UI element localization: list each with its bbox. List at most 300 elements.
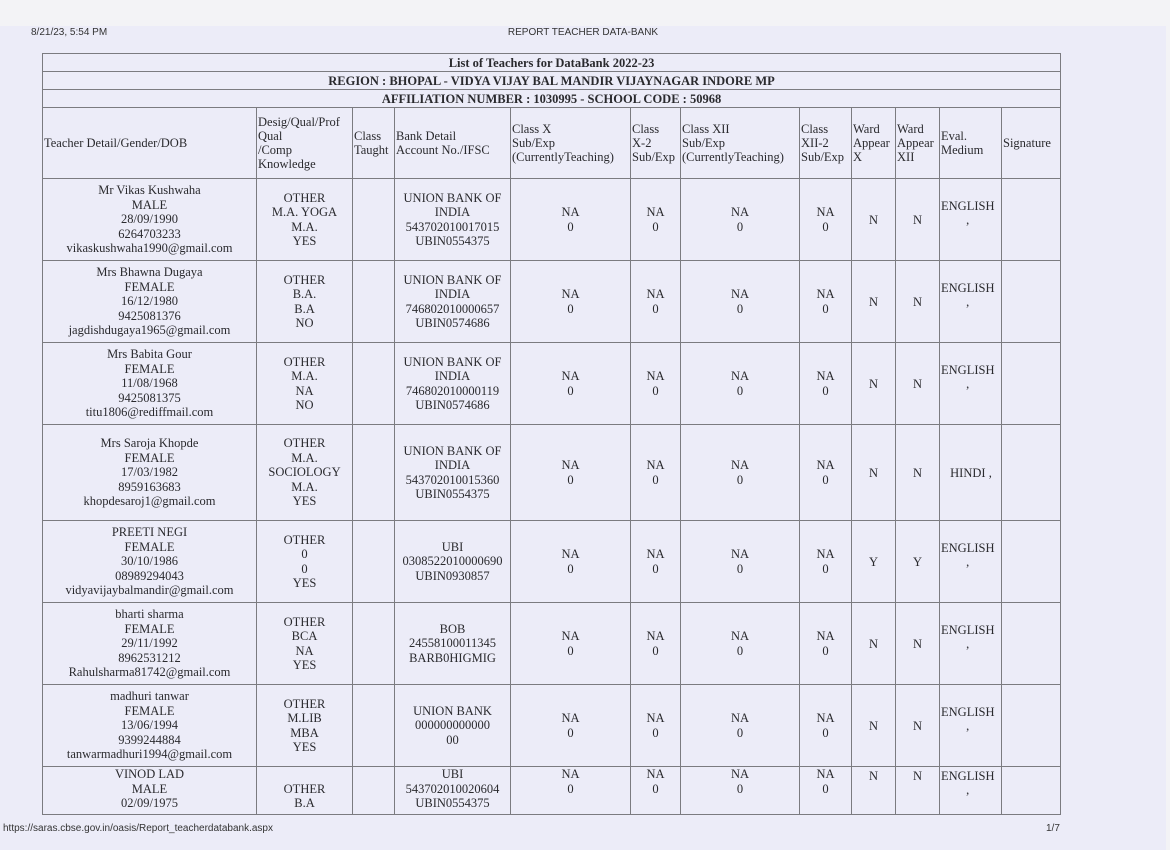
class-x-sub-exp-line: NA — [561, 458, 580, 472]
class-xii-2-sub-exp — [800, 179, 852, 261]
qualification-line: B.A — [294, 796, 315, 810]
col-header-line: XII-2 — [801, 136, 829, 150]
class-x-sub-exp-line: 0 — [567, 219, 574, 234]
col-header-line: Knowledge — [258, 157, 316, 171]
class-xii-sub-exp-line: NA — [730, 458, 750, 472]
bank-detail — [395, 521, 511, 603]
col-header-line: /Comp — [258, 143, 293, 157]
signature-cell — [1002, 261, 1061, 343]
class-xii-sub-exp-line: 0 — [736, 781, 744, 796]
qualification — [257, 521, 353, 603]
class-taught — [353, 261, 395, 343]
teacher-detail-line: jagdishdugaya1965@gmail.com — [68, 323, 231, 338]
teacher-detail-line: MALE — [131, 781, 168, 796]
teacher-detail-line: khopdesaroj1@gmail.com — [83, 494, 216, 509]
col-header-desig-qual — [257, 108, 353, 179]
eval-medium-value — [941, 281, 994, 309]
class-x-2-sub-exp-line: 0 — [652, 383, 659, 398]
class-xii-2-sub-exp-line: NA — [816, 767, 835, 781]
teacher-detail-line: FEMALE — [124, 361, 175, 376]
class-xii-2-sub-exp — [800, 685, 852, 767]
ward-appear-x: N — [852, 603, 896, 685]
class-x-2-sub-exp — [631, 261, 681, 343]
teacher-detail-line: vidyavijaybalmandir@gmail.com — [65, 583, 234, 598]
col-header-line: XII — [897, 150, 915, 164]
signature-cell — [1002, 343, 1061, 425]
signature-cell — [1002, 685, 1061, 767]
teacher-detail-line: titu1806@rediffmail.com — [85, 405, 214, 420]
qualification-line: YES — [292, 658, 317, 672]
teacher-detail-line: vikaskushwaha1990@gmail.com — [66, 241, 233, 256]
ward-appear-xii: N — [896, 425, 940, 521]
bank-detail — [395, 603, 511, 685]
class-xii-sub-exp — [681, 261, 800, 343]
eval-medium-line: , — [966, 554, 970, 569]
qualification — [257, 425, 353, 521]
bank-detail-line: 746802010000119 — [405, 383, 500, 398]
eval-medium-value — [941, 769, 994, 797]
class-xii-2-sub-exp-line: 0 — [822, 781, 829, 796]
class-xii-sub-exp — [681, 685, 800, 767]
page-url: https://saras.cbse.gov.in/oasis/Report_teacherdatabank.aspx — [3, 823, 273, 834]
bank-detail-line: 746802010000657 — [405, 301, 500, 316]
teacher-detail-line: 13/06/1994 — [121, 718, 178, 733]
teacher-detail — [43, 425, 257, 521]
teacher-detail-line: 29/11/1992 — [121, 636, 178, 651]
teacher-detail-line: 16/12/1980 — [121, 294, 178, 309]
ward-appear-xii: N — [896, 685, 940, 767]
class-xii-sub-exp-line: 0 — [736, 561, 744, 576]
class-x-2-sub-exp-line: 0 — [652, 643, 659, 658]
teacher-detail-line: 08989294043 — [115, 568, 184, 583]
class-x-2-sub-exp — [631, 425, 681, 521]
qualification — [257, 767, 353, 815]
teacher-detail-line: 9425081376 — [118, 308, 181, 323]
teacher-detail-line: 17/03/1982 — [121, 465, 178, 480]
class-taught — [353, 343, 395, 425]
class-xii-sub-exp — [681, 425, 800, 521]
bank-detail-line: INDIA — [434, 369, 471, 383]
class-xii-2-sub-exp-line: NA — [816, 629, 835, 643]
class-x-2-sub-exp-line: 0 — [652, 781, 659, 796]
class-xii-2-sub-exp-line: 0 — [822, 725, 829, 740]
eval-medium — [940, 603, 1002, 685]
class-x-2-sub-exp — [631, 521, 681, 603]
page-number: 1/7 — [1046, 823, 1060, 834]
col-header-line: Sub/Exp — [512, 136, 556, 150]
signature-cell — [1002, 603, 1061, 685]
bank-detail — [395, 767, 511, 815]
teacher-detail-line: 02/09/1975 — [121, 796, 178, 810]
bank-detail-line: INDIA — [434, 205, 471, 219]
teacher-detail-line: 11/08/1968 — [121, 376, 178, 391]
ward-appear-x: N — [852, 261, 896, 343]
class-xii-sub-exp-line: NA — [730, 711, 750, 725]
bank-detail — [395, 685, 511, 767]
class-x-sub-exp-line: 0 — [567, 561, 574, 576]
col-header-ward-appear-xii — [896, 108, 940, 179]
teacher-detail-line: 28/09/1990 — [121, 212, 178, 227]
class-x-sub-exp-line: NA — [561, 711, 580, 725]
col-header-line: Appear — [853, 136, 890, 150]
qualification — [257, 343, 353, 425]
class-xii-2-sub-exp-line: 0 — [822, 301, 829, 316]
eval-medium-value — [941, 623, 994, 651]
col-header-line: (CurrentlyTeaching) — [512, 150, 614, 164]
eval-medium-line: HINDI , — [950, 465, 992, 480]
eval-medium — [940, 521, 1002, 603]
class-xii-sub-exp-line: NA — [730, 547, 750, 561]
ward-appear-xii: N — [896, 603, 940, 685]
qualification-line — [257, 767, 352, 782]
signature-cell — [1002, 521, 1061, 603]
bank-detail-line: 00 — [446, 732, 459, 747]
class-x-2-sub-exp-line: NA — [646, 711, 665, 725]
eval-medium — [940, 767, 1002, 815]
class-x-2-sub-exp-line: 0 — [652, 219, 659, 234]
col-header-line: X-2 — [632, 136, 652, 150]
class-xii-2-sub-exp — [800, 521, 852, 603]
teacher-detail — [43, 261, 257, 343]
col-header-line: Desig/Qual/Prof — [258, 115, 340, 129]
eval-medium — [940, 343, 1002, 425]
class-xii-sub-exp — [681, 767, 800, 815]
print-report-title: REPORT TEACHER DATA-BANK — [507, 27, 659, 38]
bank-detail-line: INDIA — [434, 287, 471, 301]
teacher-detail-line: 8962531212 — [118, 650, 181, 665]
class-xii-2-sub-exp-line: NA — [816, 287, 835, 301]
qualification-line: NO — [295, 398, 314, 412]
class-x-sub-exp-line: 0 — [567, 781, 574, 796]
col-header-line: Class XII — [682, 122, 730, 136]
col-header-line: Ward — [897, 122, 924, 136]
bank-detail-line: 543702010020604 — [405, 781, 500, 796]
eval-medium-line: ENGLISH — [941, 198, 995, 213]
class-xii-2-sub-exp — [800, 261, 852, 343]
qualification-line: M.A. — [291, 479, 318, 494]
class-x-sub-exp — [511, 261, 631, 343]
qualification-line: M.A. YOGA — [271, 205, 338, 219]
qualification-line: YES — [292, 740, 317, 754]
bank-detail-line: UNION BANK — [413, 703, 492, 718]
qualification-line: 0 — [301, 547, 308, 561]
ward-appear-xii: N — [896, 179, 940, 261]
eval-medium-line: , — [966, 294, 970, 309]
eval-medium-line: , — [966, 376, 970, 391]
eval-medium — [940, 261, 1002, 343]
qualification-line: YES — [292, 234, 317, 248]
bank-detail — [395, 261, 511, 343]
class-xii-sub-exp-line: NA — [730, 767, 750, 781]
class-taught — [353, 603, 395, 685]
teacher-row — [43, 767, 1061, 815]
qualification-line: OTHER — [283, 436, 326, 451]
bank-detail-line: UNION BANK OF — [403, 190, 502, 205]
qualification-line: M.A. — [291, 219, 318, 234]
teacher-row — [43, 521, 1061, 603]
col-header-class-xii — [681, 108, 800, 179]
eval-medium-value — [941, 466, 1001, 480]
class-xii-2-sub-exp — [800, 425, 852, 521]
col-header-line: Appear — [897, 136, 934, 150]
bank-detail — [395, 179, 511, 261]
teacher-detail-line: FEMALE — [124, 450, 175, 465]
teacher-detail-line: Mrs Babita Gour — [107, 347, 192, 362]
ward-appear-xii: Y — [896, 521, 940, 603]
class-x-sub-exp — [511, 603, 631, 685]
ward-appear-x: Y — [852, 521, 896, 603]
eval-medium-line: ENGLISH — [941, 769, 995, 783]
class-x-2-sub-exp — [631, 685, 681, 767]
class-xii-sub-exp-line: 0 — [736, 383, 744, 398]
teacher-detail-line: FEMALE — [124, 279, 175, 294]
class-taught — [353, 685, 395, 767]
teacher-detail-line: 8959163683 — [118, 479, 181, 494]
col-header-line: X — [853, 150, 863, 164]
eval-medium-line: , — [966, 783, 970, 797]
col-header-line: Signature — [1003, 136, 1051, 150]
class-x-sub-exp-line: 0 — [567, 383, 574, 398]
signature-cell — [1002, 425, 1061, 521]
eval-medium-line: , — [966, 718, 970, 733]
col-header-eval-medium — [940, 108, 1002, 179]
qualification-line: OTHER — [283, 354, 326, 369]
bank-detail-line: UNION BANK OF — [403, 354, 502, 369]
qualification — [257, 179, 353, 261]
qualification-line: M.A. — [291, 450, 318, 465]
class-x-sub-exp — [511, 521, 631, 603]
bank-detail-line: INDIA — [434, 458, 471, 472]
qualification-line: SOCIOLOGY — [268, 465, 341, 480]
col-header-line: Eval. — [941, 129, 968, 143]
qualification-line: OTHER — [283, 272, 326, 287]
teacher-row — [43, 425, 1061, 521]
teacher-row — [43, 343, 1061, 425]
bank-detail-line: 000000000000 — [415, 718, 490, 733]
signature-cell — [1002, 179, 1061, 261]
teacher-detail-line: tanwarmadhuri1994@gmail.com — [66, 747, 233, 762]
eval-medium-value — [941, 541, 994, 569]
class-xii-2-sub-exp-line: NA — [816, 369, 835, 383]
class-xii-sub-exp-line: 0 — [736, 219, 744, 234]
col-header-line: Taught — [354, 143, 389, 157]
teacher-detail-line: MALE — [131, 197, 168, 212]
class-x-2-sub-exp-line: 0 — [652, 301, 659, 316]
teacher-row — [43, 685, 1061, 767]
col-header-line: (CurrentlyTeaching) — [682, 150, 784, 164]
ward-appear-x: N — [852, 425, 896, 521]
eval-medium-line: ENGLISH — [941, 540, 995, 555]
qualification-line: 0 — [301, 561, 308, 576]
ward-appear-xii: N — [896, 261, 940, 343]
class-xii-2-sub-exp — [800, 767, 852, 815]
eval-medium-value — [941, 705, 994, 733]
bank-detail-line: 0308522010000690 — [402, 554, 503, 569]
col-header-line: Class — [632, 122, 660, 136]
teacher-detail — [43, 603, 257, 685]
class-x-2-sub-exp — [631, 603, 681, 685]
class-taught — [353, 521, 395, 603]
class-x-sub-exp — [511, 343, 631, 425]
class-xii-sub-exp-line: NA — [730, 205, 750, 219]
class-xii-2-sub-exp-line: 0 — [822, 383, 829, 398]
class-xii-2-sub-exp-line: NA — [816, 711, 835, 725]
teacher-detail-line: Mrs Saroja Khopde — [100, 436, 199, 451]
class-x-sub-exp-line: NA — [561, 547, 580, 561]
col-header-line: Sub/Exp — [801, 150, 845, 164]
qualification-line: OTHER — [283, 781, 326, 796]
print-date: 8/21/23, 5:54 PM — [31, 27, 108, 38]
teacher-detail-line: 30/10/1986 — [121, 554, 178, 569]
bank-detail-line: BOB — [439, 621, 466, 636]
teacher-detail — [43, 521, 257, 603]
bank-detail-line: BARB0HIGMIG — [409, 650, 496, 665]
qualification — [257, 261, 353, 343]
class-x-sub-exp-line: 0 — [567, 472, 574, 487]
teacher-detail — [43, 179, 257, 261]
qualification — [257, 685, 353, 767]
class-x-sub-exp-line: NA — [561, 369, 580, 383]
teacher-row — [43, 603, 1061, 685]
class-x-sub-exp-line: 0 — [567, 643, 574, 658]
col-header-line: Bank Detail — [396, 129, 457, 143]
bank-detail-line: 543702010017015 — [405, 219, 500, 234]
teacher-detail — [43, 767, 257, 815]
qualification-line: OTHER — [283, 614, 326, 629]
signature-cell — [1002, 767, 1061, 815]
col-header-line: Class — [354, 129, 382, 143]
col-header-teacher-detail — [43, 108, 257, 179]
class-xii-2-sub-exp-line: 0 — [822, 472, 829, 487]
teacher-detail-line: bharti sharma — [115, 607, 184, 622]
class-x-sub-exp-line: NA — [561, 629, 580, 643]
col-header-class-x — [511, 108, 631, 179]
col-header-bank-detail — [395, 108, 511, 179]
class-taught — [353, 179, 395, 261]
class-xii-sub-exp-line: 0 — [736, 643, 744, 658]
eval-medium-line: ENGLISH — [941, 622, 995, 637]
eval-medium — [940, 179, 1002, 261]
eval-medium — [940, 425, 1002, 521]
bank-detail-line: UBI — [441, 539, 464, 554]
class-x-2-sub-exp-line: 0 — [652, 725, 659, 740]
ward-appear-x: N — [852, 179, 896, 261]
class-x-2-sub-exp-line: 0 — [652, 561, 659, 576]
teacher-detail — [43, 343, 257, 425]
ward-appear-x: N — [852, 685, 896, 767]
class-xii-sub-exp — [681, 603, 800, 685]
class-x-sub-exp — [511, 685, 631, 767]
bank-detail-line: UNION BANK OF — [403, 443, 502, 458]
bank-detail-line: UNION BANK OF — [403, 272, 502, 287]
class-x-2-sub-exp-line: NA — [646, 369, 665, 383]
class-x-2-sub-exp-line: NA — [646, 458, 665, 472]
bank-detail-line: UBIN0554375 — [415, 796, 490, 810]
bank-detail-line: UBIN0930857 — [415, 568, 490, 583]
class-x-2-sub-exp-line: NA — [646, 629, 665, 643]
class-xii-sub-exp — [681, 343, 800, 425]
col-header-line: Class X — [512, 122, 552, 136]
class-xii-sub-exp — [681, 179, 800, 261]
eval-medium-line: ENGLISH — [941, 280, 995, 295]
eval-medium-value — [941, 199, 994, 227]
ward-appear-xii: N — [896, 343, 940, 425]
teacher-row — [43, 261, 1061, 343]
bank-detail-line: UBIN0574686 — [415, 398, 490, 412]
report-title: List of Teachers for DataBank 2022-23 — [43, 54, 1061, 72]
affiliation-line: AFFILIATION NUMBER : 1030995 - SCHOOL CODE : 50968 — [43, 90, 1061, 108]
qualification-line: M.LIB — [287, 711, 322, 725]
class-x-2-sub-exp-line: NA — [646, 205, 665, 219]
bank-detail-line: 24558100011345 — [408, 636, 497, 651]
teacher-detail-line: FEMALE — [124, 621, 175, 636]
eval-medium-line: , — [966, 636, 970, 651]
class-x-sub-exp-line: NA — [561, 205, 580, 219]
class-xii-sub-exp-line: NA — [730, 287, 750, 301]
class-xii-2-sub-exp-line: NA — [816, 547, 835, 561]
ward-appear-xii: N — [896, 767, 940, 815]
class-xii-sub-exp-line: 0 — [736, 301, 744, 316]
class-x-2-sub-exp-line: 0 — [652, 472, 659, 487]
teacher-detail-line: Rahulsharma81742@gmail.com — [68, 665, 231, 680]
column-header-row — [43, 108, 1061, 179]
eval-medium-line: ENGLISH — [941, 704, 995, 719]
teacher-detail-line: PREETI NEGI — [111, 525, 188, 540]
qualification-line: NA — [295, 383, 314, 398]
class-x-2-sub-exp — [631, 179, 681, 261]
bank-detail-line: UBIN0554375 — [415, 487, 490, 501]
region-line: REGION : BHOPAL - VIDYA VIJAY BAL MANDIR VIJAYNAGAR INDORE MP — [43, 72, 1061, 90]
col-header-line: Sub/Exp — [632, 150, 676, 164]
qualification-line: B.A. — [292, 287, 317, 301]
bank-detail — [395, 425, 511, 521]
class-xii-2-sub-exp-line: 0 — [822, 643, 829, 658]
class-xii-sub-exp-line: NA — [730, 369, 750, 383]
qualification-line: MBA — [290, 725, 319, 740]
eval-medium-line: , — [966, 212, 970, 227]
class-taught — [353, 767, 395, 815]
class-x-sub-exp-line: 0 — [567, 301, 574, 316]
eval-medium-line: ENGLISH — [941, 362, 995, 377]
qualification-line: M.A. — [291, 369, 318, 383]
teacher-detail-line: Mr Vikas Kushwaha — [98, 183, 201, 198]
class-x-sub-exp — [511, 179, 631, 261]
class-xii-2-sub-exp-line: 0 — [822, 561, 829, 576]
qualification-line: NO — [295, 316, 314, 330]
class-xii-2-sub-exp-line: NA — [816, 205, 835, 219]
teacher-detail-line: 9399244884 — [118, 732, 181, 747]
teacher-detail-line: Mrs Bhawna Dugaya — [96, 265, 203, 280]
qualification-line: OTHER — [283, 696, 326, 711]
bank-detail-line: UBI — [441, 767, 464, 781]
col-header-ward-appear-x — [852, 108, 896, 179]
class-x-2-sub-exp-line: NA — [646, 547, 665, 561]
qualification-line: BCA — [291, 629, 318, 643]
teacher-detail-line: madhuri tanwar — [110, 689, 189, 704]
bank-detail-line: UBIN0554375 — [415, 234, 490, 248]
class-xii-2-sub-exp — [800, 603, 852, 685]
class-xii-sub-exp-line: 0 — [736, 472, 744, 487]
col-header-line: Qual — [258, 129, 283, 143]
col-header-line: Class — [801, 122, 829, 136]
class-xii-sub-exp-line: NA — [730, 629, 750, 643]
teacher-detail — [43, 685, 257, 767]
col-header-class-x-2 — [631, 108, 681, 179]
class-x-sub-exp — [511, 425, 631, 521]
col-header-line: Account No./IFSC — [396, 143, 490, 157]
qualification-line: NA — [295, 643, 314, 658]
teacher-databank-table — [42, 53, 1061, 815]
